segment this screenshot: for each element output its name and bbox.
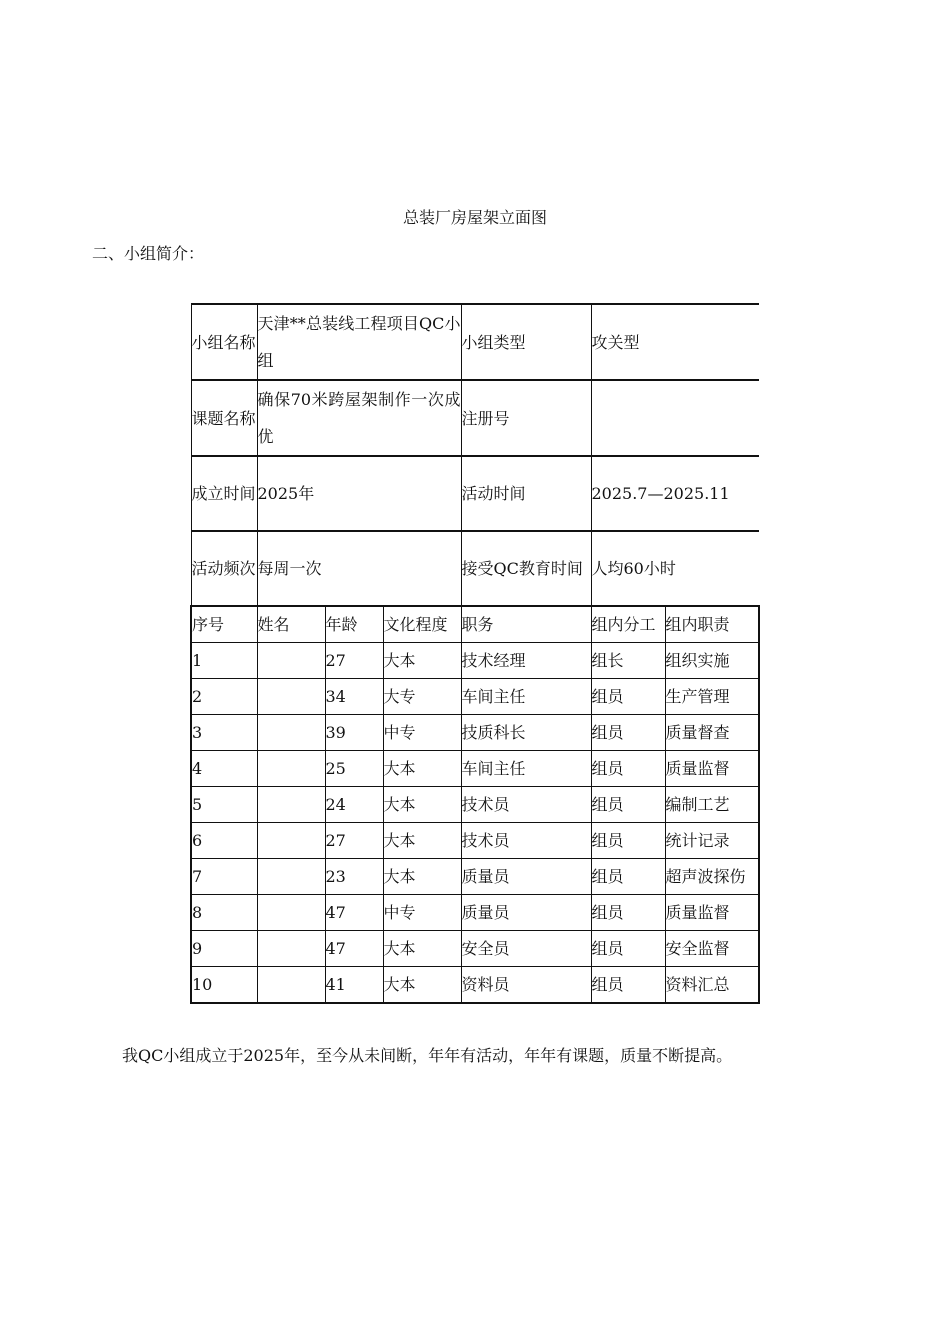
- info-label-text: 活动频次: [191, 559, 256, 578]
- member-cell: [257, 895, 325, 931]
- member-cell: 8: [191, 895, 257, 931]
- info-value: [257, 304, 461, 380]
- info-value: [257, 380, 461, 456]
- member-cell: 组员: [591, 751, 665, 787]
- info-value-text: 2025.7—2025.11: [591, 484, 730, 503]
- info-value: [591, 531, 759, 606]
- member-cell: 10: [191, 967, 257, 1004]
- member-cell: 27: [325, 823, 383, 859]
- info-value-text: 人均60小时: [591, 559, 676, 578]
- info-value: [591, 304, 759, 380]
- info-value-text: 每周一次: [257, 559, 322, 578]
- header-cell: 组内分工: [591, 606, 665, 643]
- member-cell: 6: [191, 823, 257, 859]
- member-cell: 5: [191, 787, 257, 823]
- member-cell: 技术员: [461, 823, 591, 859]
- member-cell: 质量员: [461, 859, 591, 895]
- member-cell: 25: [325, 751, 383, 787]
- member-cell: [257, 967, 325, 1004]
- member-row: [191, 931, 759, 967]
- member-cell: 7: [191, 859, 257, 895]
- member-row: [191, 859, 759, 895]
- member-cell: 24: [325, 787, 383, 823]
- member-cell: [257, 787, 325, 823]
- member-cell: 技术员: [461, 787, 591, 823]
- member-cell: 3: [191, 715, 257, 751]
- member-cell: 质量督查: [665, 715, 759, 751]
- member-cell: 组长: [591, 643, 665, 679]
- member-cell: 质量员: [461, 895, 591, 931]
- member-cell: 统计记录: [665, 823, 759, 859]
- member-cell: 大本: [383, 643, 461, 679]
- group-info-row: [191, 304, 759, 380]
- member-cell: 2: [191, 679, 257, 715]
- member-cell: 编制工艺: [665, 787, 759, 823]
- info-label: [461, 456, 591, 531]
- member-cell: 大本: [383, 859, 461, 895]
- member-cell: 大本: [383, 787, 461, 823]
- info-label-text: 小组类型: [461, 332, 526, 352]
- info-value: [591, 380, 759, 456]
- info-value: [257, 531, 461, 606]
- member-cell: 大本: [383, 751, 461, 787]
- member-cell: 大专: [383, 679, 461, 715]
- info-value-text: 天津**总装线工程项目QC小组: [257, 314, 461, 370]
- info-label: [191, 531, 257, 606]
- member-row: [191, 679, 759, 715]
- header-cell: 文化程度: [383, 606, 461, 643]
- member-cell: 41: [325, 967, 383, 1004]
- member-cell: 34: [325, 679, 383, 715]
- member-cell: 中专: [383, 895, 461, 931]
- member-cell: 组员: [591, 715, 665, 751]
- info-value-text: 2025年: [257, 484, 315, 503]
- member-cell: 资料员: [461, 967, 591, 1004]
- member-cell: [257, 643, 325, 679]
- member-cell: 中专: [383, 715, 461, 751]
- member-cell: 9: [191, 931, 257, 967]
- member-cell: 27: [325, 643, 383, 679]
- member-cell: 质量监督: [665, 751, 759, 787]
- member-cell: 大本: [383, 931, 461, 967]
- member-cell: 组员: [591, 679, 665, 715]
- member-cell: 组织实施: [665, 643, 759, 679]
- member-cell: 安全监督: [665, 931, 759, 967]
- info-value-text: 确保70米跨屋架制作一次成优: [257, 390, 461, 446]
- header-cell: 姓名: [257, 606, 325, 643]
- member-row: [191, 967, 759, 1004]
- info-label: [461, 380, 591, 456]
- member-cell: 生产管理: [665, 679, 759, 715]
- header-cell: 职务: [461, 606, 591, 643]
- member-cell: 23: [325, 859, 383, 895]
- info-label: [461, 531, 591, 606]
- info-label-text: 成立时间: [191, 484, 256, 503]
- member-row: [191, 715, 759, 751]
- member-cell: 组员: [591, 787, 665, 823]
- member-cell: 47: [325, 931, 383, 967]
- group-info-row: [191, 456, 759, 531]
- member-cell: 组员: [591, 931, 665, 967]
- member-cell: 47: [325, 895, 383, 931]
- info-label-text: 小组名称: [191, 332, 256, 352]
- member-cell: 大本: [383, 823, 461, 859]
- member-cell: [257, 859, 325, 895]
- member-cell: 组员: [591, 967, 665, 1004]
- member-cell: [257, 931, 325, 967]
- info-label: [191, 304, 257, 380]
- member-cell: 组员: [591, 895, 665, 931]
- header-cell: 组内职责: [665, 606, 759, 643]
- member-cell: 车间主任: [461, 751, 591, 787]
- closing-paragraph: 我QC小组成立于2025年，至今从未间断，年年有活动，年年有课题，质量不断提高。: [122, 1046, 733, 1065]
- info-label-text: 活动时间: [461, 484, 526, 503]
- group-info-row: [191, 380, 759, 456]
- member-cell: [257, 751, 325, 787]
- info-value: [257, 456, 461, 531]
- info-label-text: 课题名称: [191, 408, 256, 428]
- info-label-text: 注册号: [461, 408, 510, 428]
- member-cell: 车间主任: [461, 679, 591, 715]
- member-cell: 39: [325, 715, 383, 751]
- qc-group-table: [190, 303, 760, 1004]
- member-row: [191, 823, 759, 859]
- section-heading: 二、小组简介：: [92, 244, 205, 263]
- member-cell: 大本: [383, 967, 461, 1004]
- member-cell: [257, 679, 325, 715]
- member-cell: 技质科长: [461, 715, 591, 751]
- header-cell: 年龄: [325, 606, 383, 643]
- member-cell: 组员: [591, 859, 665, 895]
- member-cell: 安全员: [461, 931, 591, 967]
- info-value: [591, 456, 759, 531]
- member-cell: [257, 715, 325, 751]
- member-cell: 技术经理: [461, 643, 591, 679]
- info-label: [191, 456, 257, 531]
- info-label: [461, 304, 591, 380]
- member-cell: 1: [191, 643, 257, 679]
- members-header-row: [191, 606, 759, 643]
- member-cell: 资料汇总: [665, 967, 759, 1004]
- header-cell: 序号: [191, 606, 257, 643]
- member-row: [191, 643, 759, 679]
- member-cell: 质量监督: [665, 895, 759, 931]
- member-row: [191, 787, 759, 823]
- member-cell: 组员: [591, 823, 665, 859]
- info-value-text: 攻关型: [591, 332, 640, 352]
- member-cell: [257, 823, 325, 859]
- member-cell: 4: [191, 751, 257, 787]
- figure-caption: 总装厂房屋架立面图: [402, 208, 547, 227]
- info-label: [191, 380, 257, 456]
- member-row: [191, 895, 759, 931]
- group-info-row: [191, 531, 759, 606]
- info-label-text: 接受QC教育时间: [461, 559, 583, 578]
- member-row: [191, 751, 759, 787]
- member-cell: 超声波探伤: [665, 859, 759, 895]
